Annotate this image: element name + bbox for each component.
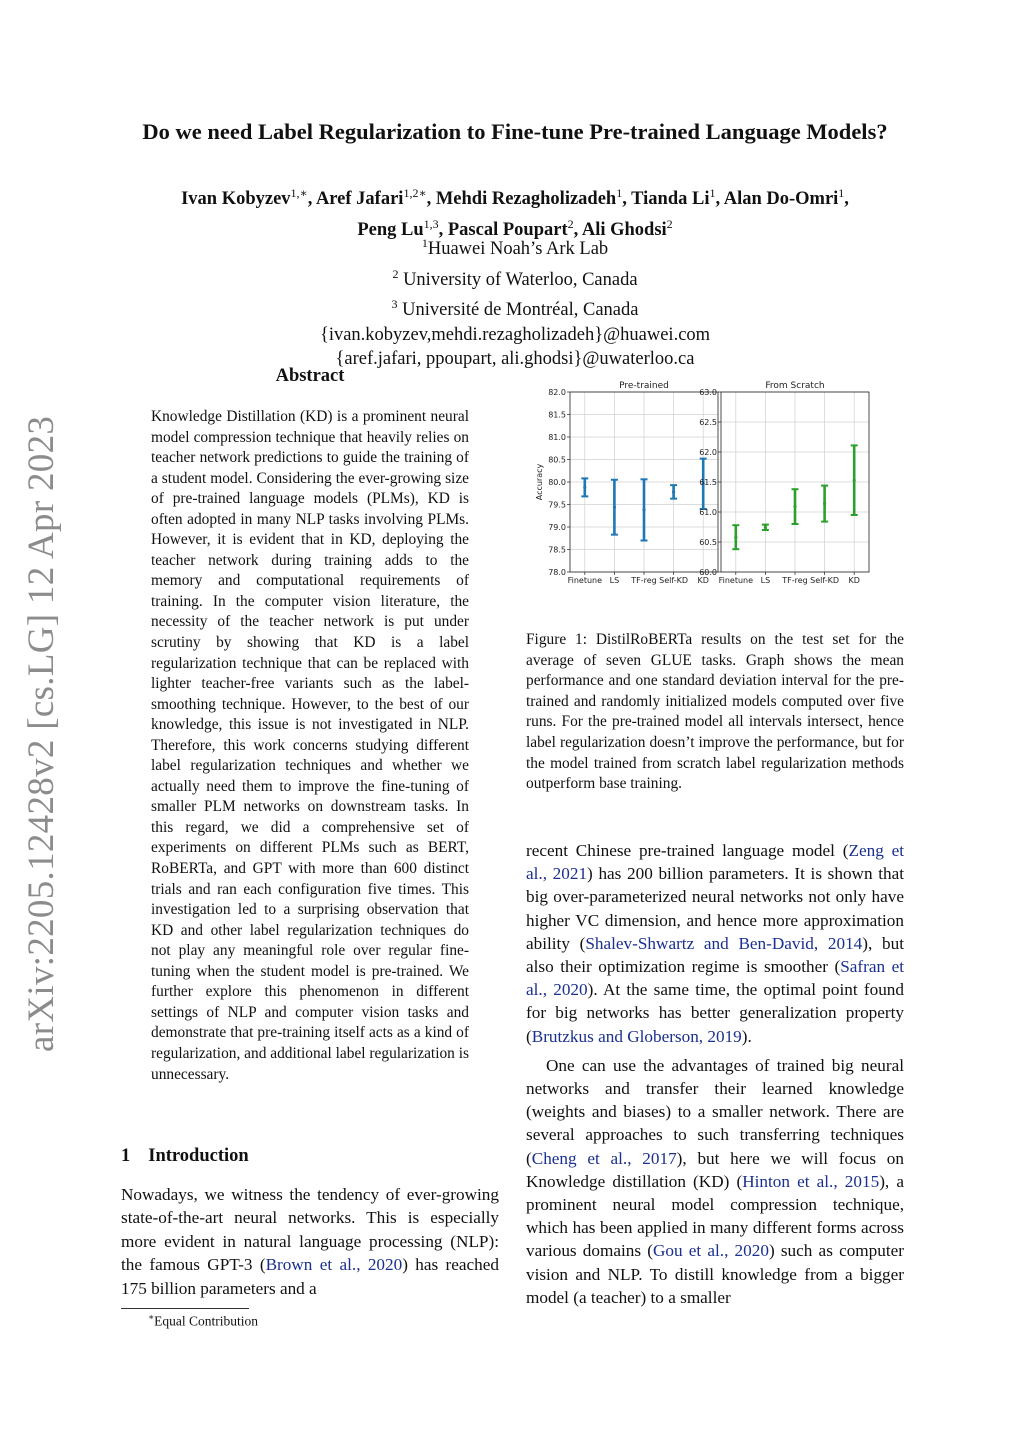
x-tick-label: Finetune bbox=[567, 576, 603, 585]
y-tick-label: 80.0 bbox=[548, 478, 566, 487]
y-tick-label: 78.5 bbox=[548, 545, 566, 555]
figure-1-chart bbox=[534, 376, 870, 588]
mean-point bbox=[764, 526, 767, 529]
mean-point bbox=[853, 479, 856, 482]
x-tick-label: Self-KD bbox=[659, 576, 689, 585]
body-text: ), but also their optimization regime is smoother ( bbox=[526, 933, 904, 977]
author-name: Mehdi Rezagholizadeh bbox=[435, 189, 617, 210]
author-name: Alan Do-Omri bbox=[723, 189, 839, 210]
author-name: Ali Ghodsi bbox=[581, 220, 667, 241]
body-text: ). At the same time, the optimal point found for big networks has better generalization property ( bbox=[526, 980, 904, 1046]
affiliation-name: Université de Montréal, Canada bbox=[402, 300, 639, 321]
affiliation-name: Huawei Noah’s Ark Lab bbox=[427, 239, 609, 260]
y-axis-label: Accuracy bbox=[535, 463, 544, 501]
paragraph bbox=[526, 839, 904, 1048]
author-affiliation-mark: 2 bbox=[666, 217, 673, 232]
section-heading bbox=[121, 1146, 249, 1167]
chart-panel-pretrained bbox=[535, 381, 718, 585]
author-affiliation-mark: 1 bbox=[709, 186, 716, 200]
y-tick-label: 79.5 bbox=[548, 500, 566, 510]
body-text: ) has reached 175 billion parameters and a bbox=[121, 1255, 499, 1298]
y-tick-label: 82.0 bbox=[548, 388, 566, 397]
affiliation-mark: 3 bbox=[391, 297, 398, 312]
footnote-mark: ∗ bbox=[148, 1312, 155, 1322]
affiliation-mark: 1 bbox=[421, 236, 428, 250]
x-tick-label: LS bbox=[760, 576, 771, 585]
author-separator: , bbox=[844, 189, 849, 210]
mean-point bbox=[583, 486, 586, 489]
arxiv-identifier: arXiv:2205.12428v2 [cs.LG] 12 Apr 2023 bbox=[21, 415, 62, 1052]
x-tick-label: Finetune bbox=[718, 576, 754, 585]
author-name: Pascal Poupart bbox=[447, 220, 568, 241]
author-affiliation-mark: 2 bbox=[567, 217, 574, 232]
footnote bbox=[148, 1312, 258, 1330]
x-tick-label: TF-reg bbox=[782, 576, 808, 585]
chart-title: From Scratch bbox=[765, 381, 825, 391]
citation-link[interactable]: Hinton et al., 2015 bbox=[742, 1171, 880, 1191]
body-text: ). bbox=[741, 1026, 752, 1046]
figure-caption: Figure 1: DistilRoBERTa results on the test set for the average of seven GLUE tasks. Graph shows the mean performance and one standard deviation interval for the pre-trained and randomly initialized models computed over five runs. For the pre-trained model all intervals intersect, hence label regularization doesn’t improve the performance, but for the model trained from scratch label regularization methods outperform base training. bbox=[526, 631, 904, 793]
y-tick-label: 78.0 bbox=[548, 568, 566, 577]
x-tick-label: KD bbox=[697, 576, 709, 585]
citation-link[interactable]: Brutzkus and Globerson, 2019 bbox=[531, 1026, 742, 1046]
author-separator: , bbox=[573, 220, 582, 241]
section-title: Introduction bbox=[148, 1146, 249, 1166]
author-separator: , bbox=[426, 189, 436, 210]
author-affiliation-mark: 1,3 bbox=[423, 217, 439, 232]
y-tick-label: 61.5 bbox=[699, 478, 717, 487]
paper-title: Do we need Label Regularization to Fine-tune Pre-trained Language Models? bbox=[142, 119, 888, 144]
body-text: Nowadays, we witness the tendency of ever-growing state-of-the-art neural networks. This is especially more evident in natural language processing (NLP): the famous GPT-3 ( bbox=[121, 1185, 499, 1275]
body-text: One can use the advantages of trained big neural networks and transfer their learned knowledge (weights and biases) to a smaller network. There are several approaches to such transferring techniques ( bbox=[526, 1055, 904, 1168]
affiliation-name: University of Waterloo, Canada bbox=[403, 269, 638, 290]
y-tick-label: 63.0 bbox=[699, 388, 717, 397]
affiliation-mark: 2 bbox=[392, 266, 399, 281]
y-tick-label: 60.0 bbox=[699, 568, 717, 577]
y-tick-label: 81.5 bbox=[548, 410, 566, 420]
author-affiliation-mark: 1,∗ bbox=[290, 186, 308, 200]
y-tick-label: 80.5 bbox=[548, 455, 566, 465]
mean-point bbox=[734, 536, 737, 539]
mean-point bbox=[613, 506, 616, 509]
author-separator: , bbox=[307, 189, 316, 210]
paragraph bbox=[526, 1054, 904, 1309]
author-separator: , bbox=[715, 189, 724, 210]
author-name: Aref Jafari bbox=[315, 189, 404, 210]
section-number: 1 bbox=[121, 1146, 131, 1166]
author-affiliation-mark: 1,2∗ bbox=[403, 186, 427, 200]
author-separator: , bbox=[438, 220, 448, 241]
author-separator: , bbox=[622, 189, 632, 210]
citation-link[interactable]: Safran et al., 2020 bbox=[526, 957, 904, 1000]
footnote-divider bbox=[121, 1308, 249, 1309]
y-tick-label: 62.5 bbox=[699, 418, 717, 427]
affiliation-line bbox=[200, 262, 830, 293]
mean-point bbox=[823, 502, 826, 505]
citation-link[interactable]: Gou et al., 2020 bbox=[652, 1241, 769, 1261]
y-tick-label: 61.0 bbox=[699, 508, 717, 517]
y-tick-label: 81.0 bbox=[548, 433, 566, 442]
citation-link[interactable]: Zeng et al., 2021 bbox=[526, 841, 904, 884]
x-tick-label: LS bbox=[609, 576, 620, 585]
mean-point bbox=[672, 490, 675, 493]
intro-paragraph bbox=[121, 1183, 499, 1300]
author-name: Tianda Li bbox=[631, 189, 710, 210]
body-text: ), but here we will focus on Knowledge distillation (KD) ( bbox=[526, 1148, 904, 1191]
chart-panel-from-scratch bbox=[699, 381, 869, 585]
body-text: recent Chinese pre-trained language model ( bbox=[526, 841, 849, 860]
abstract-text: Knowledge Distillation (KD) is a prominent neural model compression technique that heavily relies on teacher network predictions to guide the training of a student model. Considering the ever-growing size of pre-trained language models (PLMs), KD is often adopted in many NLP tasks involving PLMs. However, it is evident that in KD, deploying the teacher network during training adds to the memory and computational requirements of training. In the computer vision literature, the necessity of the teacher network is put under scrutiny by showing that KD is a label regularization technique that can be replaced with lighter teacher-free variants such as the label-smoothing technique. However, to the best of our knowledge, this issue is not investigated in NLP. Therefore, this work concerns studying different label regularization techniques and whether we actually need them to improve the fine-tuning of smaller PLM networks on downstream tasks. In this regard, we did a comprehensive set of experiments on different PLMs such as BERT, RoBERTa, and GPT with more than 600 distinct trials and ran each configuration five times. This investigation led to a surprising observation that KD and other label regularization techniques do not play any meaningful role over regular fine-tuning when the student model is pre-trained. We further explore this phenomenon in different settings of NLP and computer vision tasks and demonstrate that pre-training itself acts as a kind of regularization, and additional label regularization is unnecessary. bbox=[151, 408, 469, 1083]
y-tick-label: 62.0 bbox=[699, 448, 717, 457]
body-text: ), a prominent neural model compression technique, which has been applied in many different forms across various domains ( bbox=[526, 1171, 904, 1261]
author-name: Peng Lu bbox=[357, 220, 424, 241]
citation-link[interactable]: Cheng et al., 2017 bbox=[531, 1148, 677, 1168]
right-column-text bbox=[526, 839, 904, 1309]
citation-link[interactable]: Shalev-Shwartz and Ben-David, 2014 bbox=[585, 933, 863, 953]
y-tick-label: 60.5 bbox=[699, 538, 717, 547]
x-tick-label: Self-KD bbox=[810, 576, 840, 585]
citation-link[interactable]: Brown et al., 2020 bbox=[265, 1255, 403, 1275]
footnote-text: Equal Contribution bbox=[154, 1313, 258, 1329]
abstract-heading: Abstract bbox=[275, 366, 345, 386]
author-affiliation-mark: 1 bbox=[838, 186, 845, 200]
x-tick-label: TF-reg bbox=[631, 576, 657, 585]
author-affiliation-mark: 1 bbox=[616, 186, 623, 200]
x-tick-label: KD bbox=[848, 576, 860, 585]
mean-point bbox=[793, 505, 796, 508]
author-name: Ivan Kobyzev bbox=[181, 189, 291, 210]
affiliation-line bbox=[200, 231, 830, 262]
email-line: {aref.jafari, ppoupart, ali.ghodsi}@uwaterloo.ca bbox=[335, 349, 695, 370]
affiliations bbox=[200, 231, 830, 372]
email-line: {ivan.kobyzev,mehdi.rezagholizadeh}@huawei.com bbox=[319, 324, 711, 345]
mean-point bbox=[642, 508, 645, 511]
y-tick-label: 79.0 bbox=[548, 523, 566, 532]
chart-title: Pre-trained bbox=[619, 381, 669, 391]
body-text: ) has 200 billion parameters. It is shown that big over-parameterized neural networks not only have higher VC dimension, and hence more approximation ability ( bbox=[526, 864, 904, 953]
affiliation-line bbox=[200, 292, 830, 323]
body-text: ) such as computer vision and NLP. To distill knowledge from a bigger model (a teacher) to a smaller bbox=[526, 1241, 904, 1307]
